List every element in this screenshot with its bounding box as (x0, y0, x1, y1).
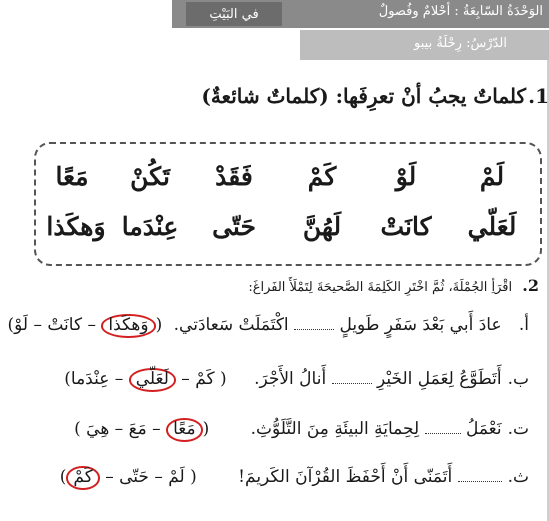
common-words-box (34, 142, 542, 266)
options-open: ( (155, 315, 163, 335)
item-text-after: اكْتَمَلَتْ سَعادَتي. (173, 315, 289, 335)
circled-answer[interactable]: وَهكَذا (101, 314, 155, 338)
word-item: لَوْ (395, 162, 417, 191)
item-letter: ث. (507, 467, 529, 487)
lesson-title: الدّرْسُ: رِحْلَةُ بيبو (414, 36, 507, 51)
options-open: ( (202, 419, 210, 439)
section-1-heading (9, 84, 549, 108)
item-text-after: لِحِمايَةِ البيئَةِ مِنَ التَّلَوُّثِ. (250, 419, 420, 439)
word-item: لَهُنَّ (302, 212, 342, 241)
options-open: ( لَمْ – حَتّى – (105, 467, 197, 487)
word-item: حَتّى (212, 212, 256, 241)
word-item: وَهكَذا (46, 212, 106, 241)
answer-blank[interactable] (332, 383, 372, 384)
exercise-item-b (64, 368, 529, 392)
item-letter: ب. (507, 369, 529, 389)
section-2-heading (248, 276, 539, 295)
options-group (7, 314, 162, 338)
section-2-instruction: اقْرَأِ الجُمْلَةَ، ثُمَّ اخْتَرِ الكَلِمَةَ الصَّحيحَةَ لِتَمْلَأَ الفَراغَ: (248, 280, 513, 295)
options-group (60, 466, 197, 490)
word-item: فَقَدْ (215, 162, 253, 191)
item-text-before: عادَ أَبي بَعْدَ سَفَرٍ طَويلٍ (339, 315, 502, 335)
item-text-before: أَتَطَوَّعُ لِعَمَلِ الخَيْرِ (376, 369, 502, 389)
answer-blank[interactable] (294, 329, 334, 330)
item-letter: ت. (507, 419, 529, 439)
word-item: تَكُنْ (130, 162, 170, 191)
circled-answer[interactable]: مَعًا (166, 418, 203, 442)
options-group (64, 368, 226, 392)
item-text-after: أَنالُ الأَجْرَ. (254, 369, 327, 389)
answer-blank[interactable] (458, 481, 502, 482)
home-tab-label: في البَيْتِ (186, 2, 282, 26)
word-item: عِنْدَما (121, 212, 179, 241)
word-item: مَعًا (55, 162, 89, 191)
circled-answer[interactable]: كَمْ (66, 466, 99, 490)
options-open: ( كَمْ – (181, 369, 227, 389)
exercise-item-th (60, 466, 529, 490)
word-item: كانَتْ (380, 212, 432, 241)
section-1-title: كلماتٌ يجبُ أنْ تعرِفَها: (كلماتٌ شائعةٌ) (201, 84, 527, 108)
section-2-number: 2. (522, 276, 539, 295)
word-item: لَمْ (479, 162, 505, 191)
options-rest: – كانَتْ – لَوْ) (7, 315, 96, 335)
item-text-after: أَتَمَنّى أَنْ أَحْفَظَ القُرْآنَ الكَريمَ! (238, 467, 453, 487)
exercise-item-a (7, 314, 529, 338)
answer-blank[interactable] (425, 433, 461, 434)
section-1-number: 1. (528, 84, 549, 108)
unit-title: الوَحْدَةُ السّابِعَةُ : أحْلامٌ وفُصولٌ (378, 4, 543, 19)
circled-answer[interactable]: لَعَلّي (129, 368, 176, 392)
options-rest: ) (59, 467, 67, 487)
item-text-before: نَعْمَلُ (465, 419, 502, 439)
options-rest: – عِنْدَما) (64, 369, 124, 389)
options-group (74, 418, 209, 442)
exercise-item-t (74, 418, 529, 442)
word-item: لَعَلّي (467, 212, 517, 241)
word-item: كَمْ (307, 162, 337, 191)
item-letter: أ. (518, 315, 529, 335)
options-rest: – مَعَ – هِيَ ) (74, 419, 161, 439)
